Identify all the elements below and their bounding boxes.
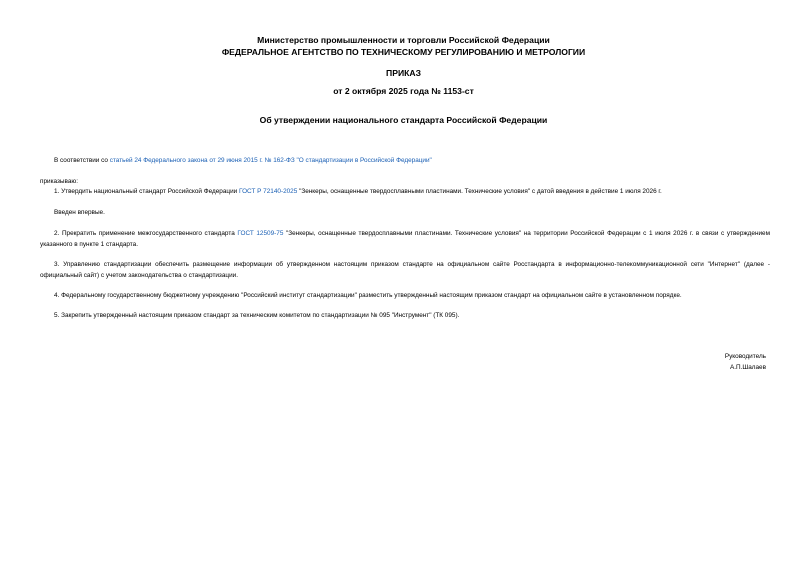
- document-subject: Об утверждении национального стандарта Российской Федерации: [259, 115, 548, 125]
- item-4-paragraph: 4. Федеральному государственному бюджетному учреждению "Российский институт стандартизации" разместить утвержденный настоящим приказом стандарт на официальном сайте в установленном порядке.: [54, 292, 682, 299]
- document-type: ПРИКАЗ: [386, 68, 421, 78]
- gost-r-72140-link[interactable]: ГОСТ Р 72140-2025: [238, 188, 298, 195]
- gost-12509-link[interactable]: ГОСТ 12509-75: [237, 230, 284, 237]
- signature-position: Руководитель: [724, 353, 766, 360]
- preamble-paragraph: [40, 155, 770, 166]
- preamble-text: В соответствии со: [54, 157, 110, 164]
- item-2-text: 2. Прекратить применение межгосударственного стандарта: [54, 230, 238, 237]
- item-5-paragraph: 5. Закрепить утвержденный настоящим приказом стандарт за техническим комитетом по стандартизации № 095 "Инструмент" (ТК 095).: [54, 312, 460, 319]
- item-2-paragraph: [40, 228, 770, 250]
- item-3-paragraph: 3. Управлению стандартизации обеспечить размещение информации об утвержденном настоящим приказом стандарте на официальном сайте Росстандарта в информационно-телекоммуникационной сети "Интернет" (далее - официальный сайт) с учетом законодательства о стандартизации.: [40, 261, 770, 279]
- agency-title: ФЕДЕРАЛЬНОЕ АГЕНТСТВО ПО ТЕХНИЧЕСКОМУ РЕГУЛИРОВАНИЮ И МЕТРОЛОГИИ: [221, 47, 586, 57]
- item-1-paragraph: [40, 186, 770, 197]
- document-date-number: от 2 октября 2025 года № 1153-ст: [333, 86, 474, 96]
- item-1-text-after: "Зенкеры, оснащенные твердосплавными пластинами. Технические условия" с датой введения в действие 1 июля 2026 г.: [297, 188, 662, 195]
- introduced-note: Введен впервые.: [54, 209, 105, 216]
- item-1-text: 1. Утвердить национальный стандарт Российской Федерации: [54, 188, 239, 195]
- order-word: приказываю:: [40, 178, 78, 185]
- signature-name: А.П.Шалаев: [729, 364, 766, 371]
- ministry-title: Министерство промышленности и торговли Российской Федерации: [257, 35, 550, 45]
- federal-law-link[interactable]: статьей 24 Федерального закона от 29 июня 2015 г. № 162-ФЗ "О стандартизации в Российской Федерации": [109, 157, 432, 164]
- item-2-text-after: "Зенкеры, оснащенные твердосплавными пластинами. Технические условия" на территории Российской Федерации с 1 июля 2026 г. в связи с утверждением указанного в пункте 1 стандарта.: [40, 230, 770, 248]
